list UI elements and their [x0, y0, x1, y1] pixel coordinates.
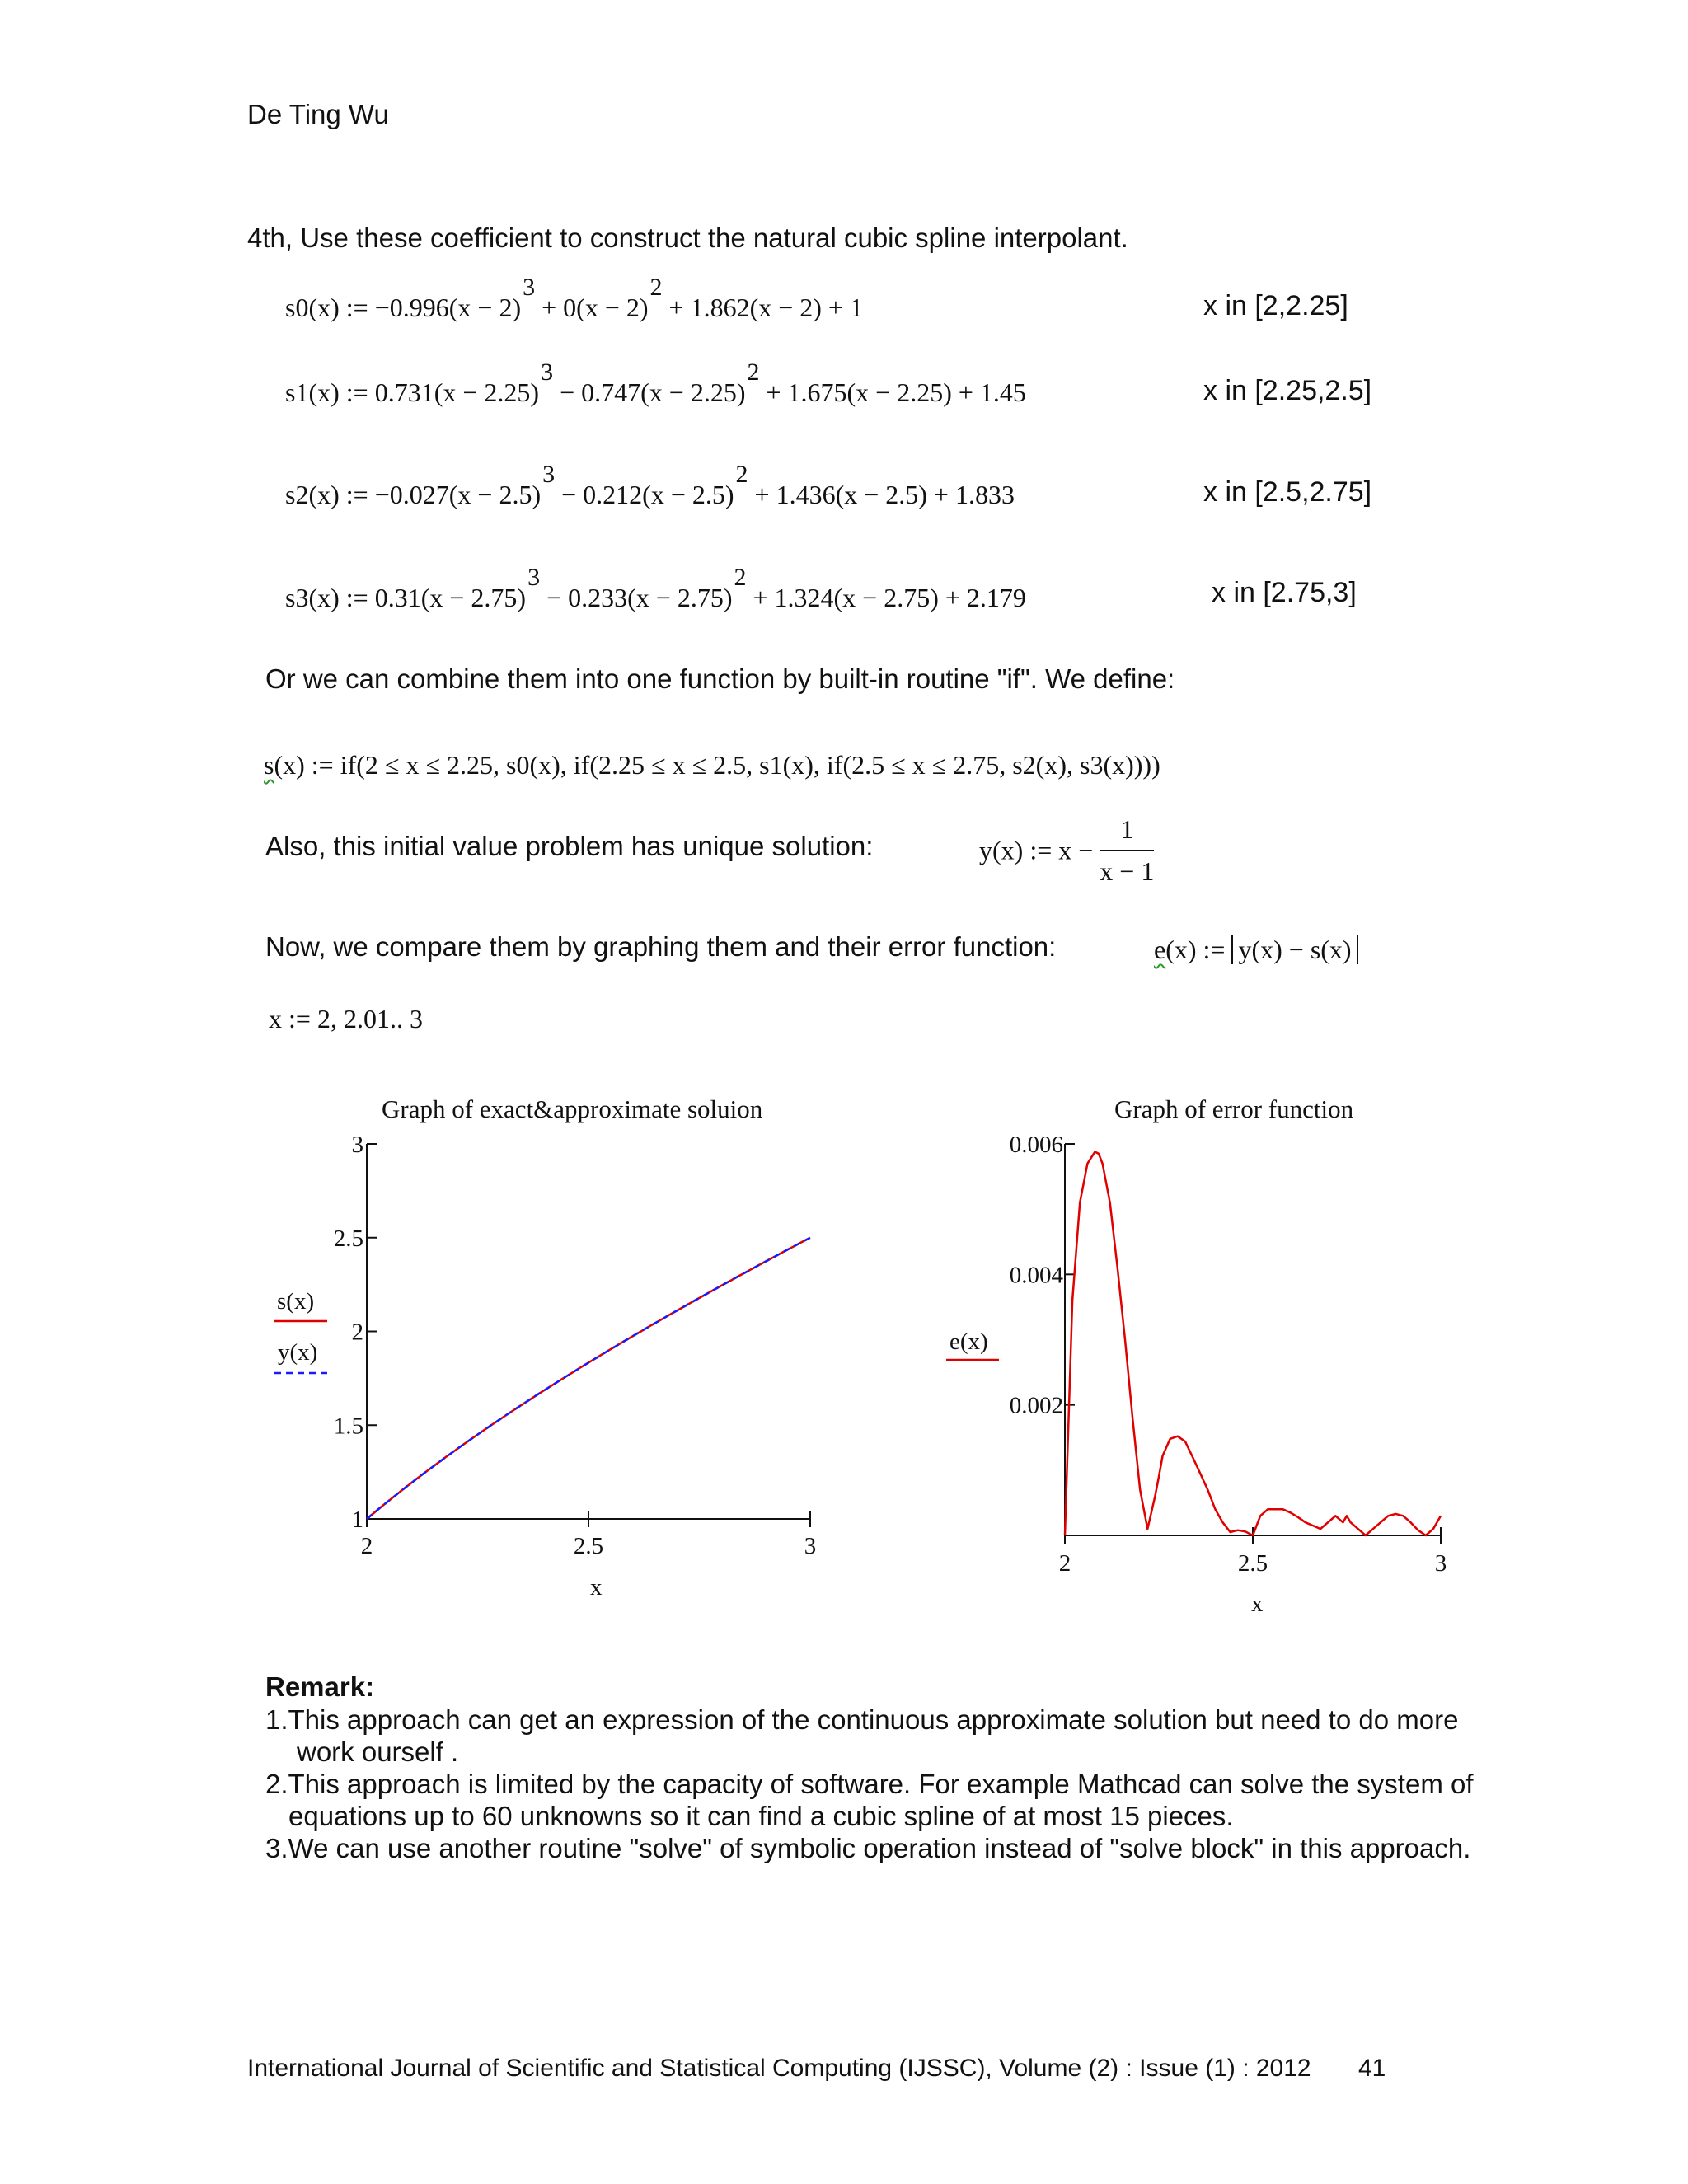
s2-exp-2: 2 — [735, 461, 748, 488]
left-y-tick-label: 1.5 — [333, 1413, 363, 1440]
left-plot-xlabel: x — [590, 1574, 603, 1601]
left-y-tick-label: 1 — [351, 1507, 363, 1533]
range-definition: x := 2, 2.01.. 3 — [269, 1004, 423, 1033]
right-plot-title: Graph of error function — [1114, 1094, 1354, 1123]
right-y-tick-label: 0.006 — [1009, 1132, 1063, 1158]
s1-exp-2: 2 — [747, 359, 760, 386]
s0-interval: x in [2,2.25] — [1203, 290, 1348, 321]
y-lhs: y(x) := x − — [979, 835, 1094, 865]
s1-mid: − 0.747(x − 2.25) — [553, 377, 746, 407]
s3-interval: x in [2.75,3] — [1212, 577, 1357, 608]
legend-label-y: y(x) — [278, 1339, 318, 1366]
journal-footer: International Journal of Scientific and Statistical Computing (IJSSC), Volume (2) : Issue (1) : 2012 — [247, 2055, 1311, 2082]
left-y-tick-label: 2 — [351, 1319, 363, 1346]
combine-paragraph: Or we can combine them into one function by built-in routine "if". We define: — [265, 663, 1175, 694]
series-line-e — [1065, 1152, 1441, 1536]
remark-line-1: 1.This approach can get an expression of the continuous approximate solution but need to do more — [265, 1704, 1459, 1735]
left-x-tick-label: 3 — [804, 1533, 817, 1559]
remark-line-2: 2.This approach is limited by the capacity of software. For example Mathcad can solve the system of — [265, 1769, 1474, 1799]
s0-exp-2: 2 — [649, 274, 663, 301]
s1-interval: x in [2.25,2.5] — [1203, 375, 1372, 406]
intro-paragraph: 4th, Use these coefficient to construct the natural cubic spline interpolant. — [247, 223, 1128, 253]
right-x-tick-label: 2.5 — [1237, 1550, 1268, 1577]
y-numerator: 1 — [1100, 814, 1154, 851]
s2-tail: + 1.436(x − 2.5) + 1.833 — [748, 480, 1015, 509]
s3-lhs: s3(x) := 0.31(x − 2.75) — [285, 583, 527, 612]
left-plot-title: Graph of exact&approximate soluion — [382, 1094, 763, 1123]
running-header: De Ting Wu — [247, 99, 389, 129]
left-x-tick-label: 2 — [360, 1533, 373, 1559]
legend-label-e: e(x) — [950, 1329, 988, 1355]
s2-mid: − 0.212(x − 2.5) — [555, 480, 734, 509]
s-definition-body: (x) := if(2 ≤ x ≤ 2.25, s0(x), if(2.25 ≤ x ≤ 2.5, s1(x), if(2.5 ≤ x ≤ 2.75, s2(x), s3(x)))) — [274, 750, 1160, 780]
remark-line-3: 3.We can use another routine "solve" of symbolic operation instead of "solve block" in this approach. — [265, 1833, 1471, 1863]
right-y-tick-label: 0.002 — [1009, 1392, 1063, 1419]
left-y-tick-label: 2.5 — [333, 1225, 363, 1252]
s0-tail: + 1.862(x − 2) + 1 — [662, 293, 863, 322]
e-definition-assign: (x) := — [1165, 935, 1232, 964]
s3-mid: − 0.233(x − 2.75) — [540, 583, 733, 612]
s2-lhs: s2(x) := −0.027(x − 2.5) — [285, 480, 542, 509]
s0-exp-3: 3 — [523, 274, 536, 301]
s1-lhs: s1(x) := 0.731(x − 2.25) — [285, 377, 540, 407]
right-x-tick-label: 2 — [1058, 1550, 1071, 1577]
right-y-tick-label: 0.004 — [1009, 1262, 1063, 1289]
s2-exp-3: 3 — [542, 461, 556, 488]
s0-mid: + 0(x − 2) — [535, 293, 649, 322]
e-function-name: e — [1154, 935, 1166, 964]
page-number: 41 — [1358, 2055, 1386, 2082]
right-x-tick-label: 3 — [1434, 1550, 1447, 1577]
e-definition-abs: y(x) − s(x) — [1231, 935, 1357, 964]
s1-tail: + 1.675(x − 2.25) + 1.45 — [759, 377, 1026, 407]
s3-tail: + 1.324(x − 2.75) + 2.179 — [746, 583, 1026, 612]
remark-title: Remark: — [265, 1671, 375, 1702]
s3-exp-3: 3 — [528, 564, 541, 591]
s3-exp-2: 2 — [734, 564, 747, 591]
s0-lhs: s0(x) := −0.996(x − 2) — [285, 293, 522, 322]
s2-interval: x in [2.5,2.75] — [1203, 476, 1372, 508]
y-denominator: x − 1 — [1100, 856, 1155, 886]
remark-line-1-cont: work ourself . — [297, 1736, 459, 1767]
remark-line-2-cont: equations up to 60 unknowns so it can find a cubic spline of at most 15 pieces. — [288, 1801, 1234, 1831]
s1-exp-3: 3 — [541, 359, 554, 386]
left-y-tick-label: 3 — [351, 1132, 363, 1158]
unique-solution-paragraph: Also, this initial value problem has unique solution: — [265, 831, 874, 861]
left-x-tick-label: 2.5 — [573, 1533, 604, 1559]
right-plot-xlabel: x — [1251, 1591, 1264, 1617]
compare-paragraph: Now, we compare them by graphing them and their error function: — [265, 931, 1057, 962]
legend-label-s: s(x) — [277, 1288, 315, 1315]
s-function-name: s — [264, 750, 274, 780]
